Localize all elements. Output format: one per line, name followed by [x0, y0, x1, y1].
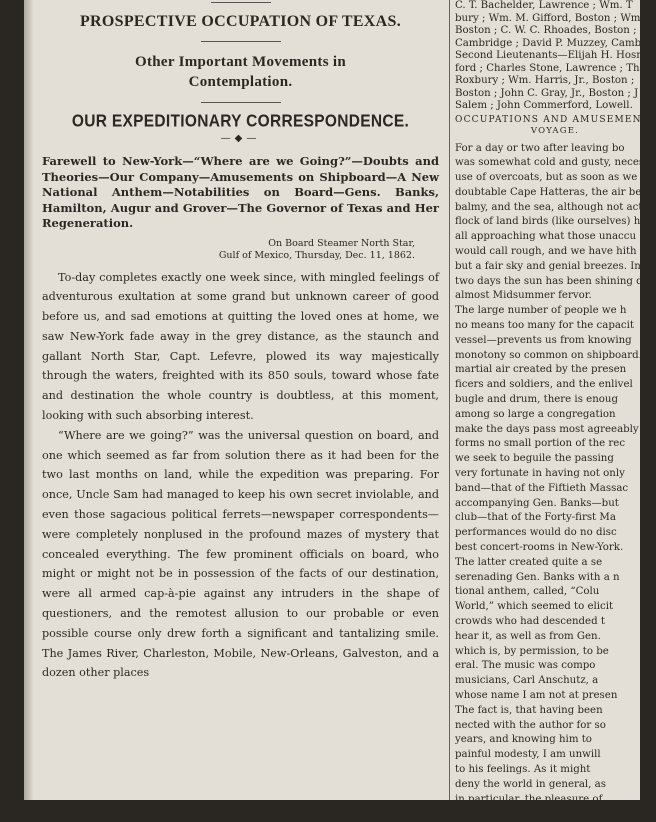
dateline-line1: On Board Steamer North Star,: [78, 238, 415, 250]
text-line: monotony so common on shipboard.: [455, 349, 655, 364]
top-rule: [211, 2, 271, 3]
text-line: For a day or two after leaving bo: [455, 142, 655, 157]
text-line: years, and knowing him to: [455, 733, 655, 748]
text-line: Boston ; John C. Gray, Jr., Boston ; J: [455, 88, 655, 101]
text-line: make the days pass most agreeably: [455, 423, 655, 438]
text-line: almost Midsummer fervor.: [455, 289, 655, 304]
text-line: was somewhat cold and gusty, neces: [455, 156, 655, 171]
text-line: Roxbury ; Wm. Harris, Jr., Boston ;: [455, 75, 655, 88]
section-subheading-voyage: VOYAGE.: [455, 126, 655, 136]
text-line: bury ; Wm. M. Gifford, Boston ; Wm: [455, 13, 655, 26]
text-line: eral. The music was compo: [455, 659, 655, 674]
paragraph-2: “Where are we going?” was the universal question on board, and one which seemed as far from solution there as it had been for the two last months on land, while the expedition was preparing. For once, Uncle Sam had managed to keep his own secret inviolable, and even those sagacious political ferrets—newspaper correspondents—were completely nonplused in the profound mazes of mystery that concealed everything. The few prominent officials on board, who might or might not be in possession of the facts of our destination, were all armed cap-à-pie against any intruders in the shape of questioners, and the remotest allusion to our probable or even possible course only drew forth a significant and tantalizing smile. The James River, Charleston, Mobile, New-Orleans, Galveston, and a dozen other places: [42, 426, 439, 683]
text-line: aspirant to public favor, I th: [455, 807, 655, 822]
text-line: flock of land birds (like ourselves) ha: [455, 215, 655, 230]
text-line: painful modesty, I am unwill: [455, 748, 655, 763]
text-line: but a fair sky and genial breezes. In: [455, 260, 655, 275]
text-line: best concert-rooms in New-York.: [455, 541, 655, 556]
text-line: The latter created quite a se: [455, 556, 655, 571]
text-line: no means too many for the capacit: [455, 319, 655, 334]
text-line: band—that of the Fiftieth Massac: [455, 482, 655, 497]
text-line: whose name I am not at presen: [455, 689, 655, 704]
text-line: performances would do no disc: [455, 526, 655, 541]
text-line: The large number of people we h: [455, 304, 655, 319]
paragraph-1: To-day completes exactly one week since, with mingled feelings of adventurous exultation at some grand but unknown career of good before us, and sad emotions at quitting the loved ones at home, we saw New-York fade away in the grey distance, as the staunch and gallant North Star, Capt. Lefevre, plowed its way majestically through the waters, freighted with its 850 souls, toward whose fate and destination the whole country is doubtless, at this moment, looking with such absorbing interest.: [42, 268, 439, 426]
text-line: deny the world in general, as: [455, 778, 655, 793]
article-deck: Farewell to New-York—“Where are we Going?”—Doubts and Theories—Our Company—Amusements on Shipboard—A New National Anthem—Notabilities on Board—Gens. Banks, Hamilton, Augur and Grover—The Governor of Texas and Her Regeneration.: [42, 154, 439, 232]
text-line: use of overcoats, but as soon as we h: [455, 171, 655, 186]
text-line: would call rough, and we have hith: [455, 245, 655, 260]
text-line: Cambridge ; David P. Muzzey, Camb: [455, 38, 655, 51]
text-line: among so large a congregation: [455, 408, 655, 423]
text-line: ford ; Charles Stone, Lawrence ; Th: [455, 63, 655, 76]
text-line: Salem ; John Commerford, Lowell.: [455, 100, 655, 113]
text-line: World,” which seemed to elicit: [455, 600, 655, 615]
newspaper-page: [24, 0, 640, 800]
dateline-line2: Gulf of Mexico, Thursday, Dec. 11, 1862.: [78, 250, 415, 262]
text-line: ficers and soldiers, and the enlivel: [455, 378, 655, 393]
ornament-rule: —◆—: [38, 133, 443, 144]
left-column: [38, 0, 443, 800]
text-line: bugle and drum, there is enoug: [455, 393, 655, 408]
text-line: which is, by permission, to be: [455, 645, 655, 660]
dateline: [78, 238, 439, 262]
headline-other-line2: Contemplation.: [38, 72, 443, 92]
text-line: very fortunate in having not only: [455, 467, 655, 482]
text-line: in particular, the pleasure of: [455, 793, 655, 808]
text-line: forms no small portion of the rec: [455, 437, 655, 452]
text-line: vessel—prevents us from knowing: [455, 334, 655, 349]
headline-expeditionary-correspondence: OUR EXPEDITIONARY CORRESPONDENCE.: [38, 112, 443, 133]
text-line: serenading Gen. Banks with a n: [455, 571, 655, 586]
rule-2: [201, 102, 281, 103]
text-line: The fact is, that having been: [455, 704, 655, 719]
text-line: hear it, as well as from Gen.: [455, 630, 655, 645]
text-line: musicians, Carl Anschutz, a: [455, 674, 655, 689]
headline-prospective-occupation: PROSPECTIVE OCCUPATION OF TEXAS.: [38, 13, 443, 31]
text-line: tional anthem, called, “Colu: [455, 585, 655, 600]
rule-1: [201, 41, 281, 42]
article-body: [42, 268, 439, 684]
text-line: martial air created by the presen: [455, 363, 655, 378]
text-line: crowds who had descended t: [455, 615, 655, 630]
text-line: club—that of the Forty-first Ma: [455, 511, 655, 526]
headline-other-movements: [38, 52, 443, 92]
text-line: Second Lieutenants—Elijah H. Hosm: [455, 50, 655, 63]
text-line: balmy, and the sea, although not act: [455, 201, 655, 216]
text-line: nected with the author for so: [455, 719, 655, 734]
page-edge-shadow: [24, 0, 34, 800]
headline-other-line1: Other Important Movements in: [38, 52, 443, 72]
text-line: we seek to beguile the passing: [455, 452, 655, 467]
column-rule: [449, 0, 450, 800]
voyage-article-body: [455, 142, 655, 822]
text-line: doubtable Cape Hatteras, the air be: [455, 186, 655, 201]
officer-list: [455, 0, 655, 113]
text-line: all approaching what those unaccu: [455, 230, 655, 245]
right-column: [455, 0, 655, 800]
section-heading-occupations: OCCUPATIONS AND AMUSEMENTS: [455, 115, 655, 125]
text-line: to his feelings. As it might: [455, 763, 655, 778]
text-line: two days the sun has been shining d: [455, 275, 655, 290]
text-line: Boston ; C. W. C. Rhoades, Boston ;: [455, 25, 655, 38]
text-line: accompanying Gen. Banks—but: [455, 497, 655, 512]
text-line: C. T. Bachelder, Lawrence ; Wm. T: [455, 0, 655, 13]
